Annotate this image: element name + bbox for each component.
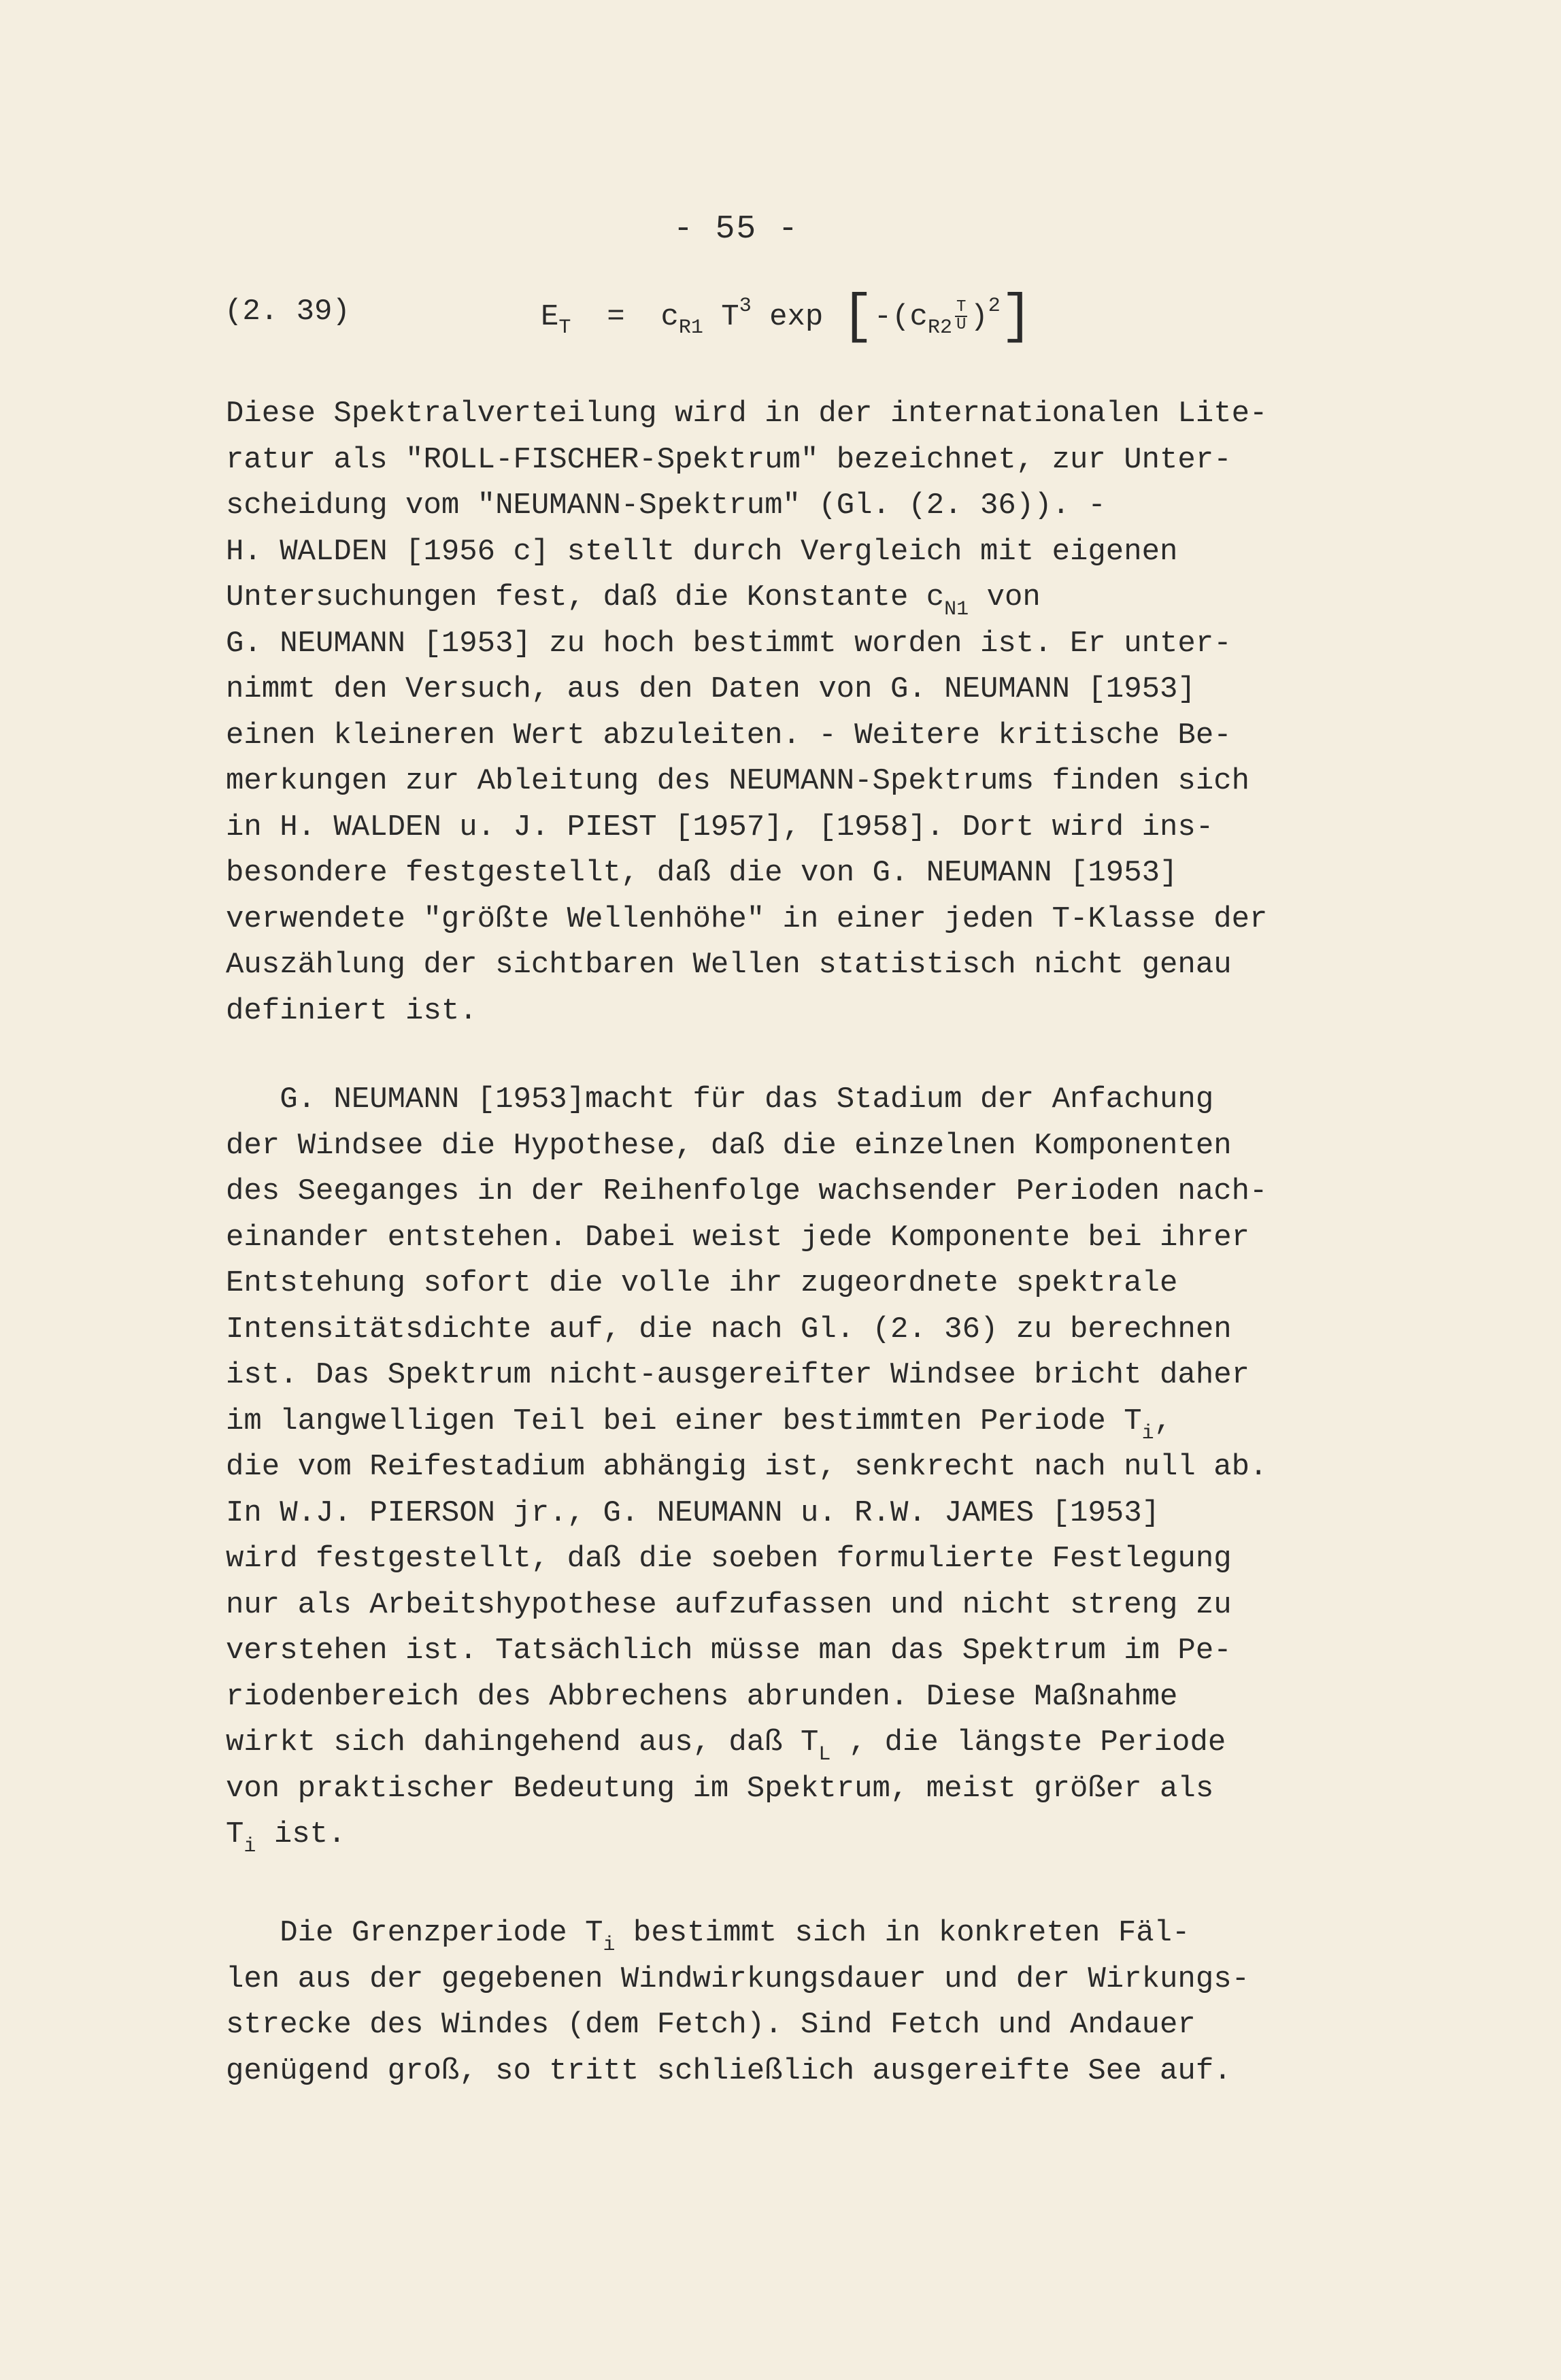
subscript: N1 [944, 598, 969, 621]
text-line: verwendete "größte Wellenhöhe" in einer jeden T-Klasse der [226, 902, 1268, 936]
text-line: In W.J. PIERSON jr., G. NEUMANN u. R.W. JAMES [1953] [226, 1495, 1160, 1530]
eq-c1-sub: R1 [678, 316, 703, 340]
eq-bracket-open: [ [841, 286, 874, 348]
text-line: G. NEUMANN [1953]macht für das Stadium der Anfachung [226, 1082, 1214, 1117]
paragraph-2 [226, 1077, 1382, 1858]
eq-frac-num: T [956, 298, 967, 317]
eq-c2-sub: R2 [927, 316, 952, 340]
eq-exp: exp [769, 300, 824, 334]
text-span: Die Grenzperiode T [226, 1916, 603, 1950]
subscript: L [818, 1743, 831, 1766]
eq-bracket-close: ] [1000, 286, 1033, 348]
text-line: Intensitätsdichte auf, die nach Gl. (2. 36) zu berechnen [226, 1312, 1232, 1346]
text-line: ist. Das Spektrum nicht-ausgereifter Windsee bricht daher [226, 1358, 1250, 1392]
text-line: die vom Reifestadium abhängig ist, senkrecht nach null ab. [226, 1450, 1268, 1484]
eq-T: T [721, 300, 739, 334]
text-span: wirkt sich dahingehend aus, daß T [226, 1725, 819, 1759]
paragraph-3 [226, 1911, 1382, 2094]
text-line: ratur als "ROLL-FISCHER-Spektrum" bezeichnet, zur Unter- [226, 442, 1232, 477]
equation-body [541, 286, 1033, 348]
eq-T-sup: 3 [739, 295, 752, 318]
subscript: i [603, 1934, 616, 1957]
text-span: von [969, 580, 1041, 614]
text-span: ist. [256, 1817, 346, 1851]
text-line: riodenbereich des Abbrechens abrunden. Diese Maßnahme [226, 1679, 1178, 1714]
text-line [226, 575, 1382, 621]
text-span: , [1154, 1404, 1173, 1438]
text-line: G. NEUMANN [1953] zu hoch bestimmt worden ist. Er unter- [226, 626, 1232, 661]
text-line: einen kleineren Wert abzuleiten. - Weitere kritische Be- [226, 718, 1232, 753]
equation-2-39 [224, 282, 1190, 357]
page-number: - 55 - [673, 211, 799, 248]
text-line [226, 1720, 1382, 1766]
text-line [226, 1399, 1382, 1445]
text-line: Auszählung der sichtbaren Wellen statistisch nicht genau [226, 948, 1232, 982]
text-line: in H. WALDEN u. J. PIEST [1957], [1958]. Dort wird ins- [226, 810, 1214, 844]
text-line: strecke des Windes (dem Fetch). Sind Fetch und Andauer [226, 2008, 1196, 2042]
eq-lhs-sub: T [558, 316, 571, 340]
text-line: nimmt den Versuch, aus den Daten von G. NEUMANN [1953] [226, 672, 1196, 706]
text-line: besondere festgestellt, daß die von G. NEUMANN [1953] [226, 856, 1178, 890]
text-line: von praktischer Bedeutung im Spektrum, meist größer als [226, 1771, 1214, 1806]
text-line: nur als Arbeitshypothese aufzufassen und nicht streng zu [226, 1587, 1232, 1622]
text-line: scheidung vom "NEUMANN-Spektrum" (Gl. (2. 36)). - [226, 489, 1106, 523]
text-line: merkungen zur Ableitung des NEUMANN-Spektrums finden sich [226, 764, 1250, 798]
text-line [226, 1812, 1382, 1858]
text-line: definiert ist. [226, 993, 477, 1028]
text-span: im langwelligen Teil bei einer bestimmten Periode T [226, 1404, 1142, 1438]
text-span: , die längste Periode [830, 1725, 1226, 1759]
text-span: bestimmt sich in konkreten Fäl- [615, 1916, 1190, 1950]
eq-lhs: E [541, 300, 559, 334]
eq-fraction [955, 299, 967, 333]
text-line: wird festgestellt, daß die soeben formulierte Festlegung [226, 1542, 1232, 1576]
equation-number: (2. 39) [224, 295, 350, 329]
text-line: einander entstehen. Dabei weist jede Komponente bei ihrer [226, 1220, 1250, 1255]
text-line: genügend groß, so tritt schließlich ausgereifte See auf. [226, 2053, 1232, 2088]
subscript: i [244, 1835, 256, 1858]
text-line: H. WALDEN [1956 c] stellt durch Vergleich mit eigenen [226, 534, 1178, 569]
eq-c1: c [660, 300, 679, 334]
eq-minus-paren: -(c [873, 300, 928, 334]
text-span: Untersuchungen fest, daß die Konstante c [226, 580, 945, 614]
eq-close-paren: ) [970, 300, 988, 334]
eq-frac-den: U [956, 316, 967, 335]
text-line [226, 1911, 1382, 1957]
text-line: der Windsee die Hypothese, daß die einzelnen Komponenten [226, 1128, 1232, 1163]
text-line: Diese Spektralverteilung wird in der internationalen Lite- [226, 397, 1268, 431]
eq-power: 2 [988, 295, 1001, 318]
eq-equals: = [607, 300, 625, 334]
paragraph-1 [226, 391, 1382, 1034]
text-line: des Seeganges in der Reihenfolge wachsender Perioden nach- [226, 1174, 1268, 1208]
text-line: Entstehung sofort die volle ihr zugeordnete spektrale [226, 1266, 1178, 1300]
text-line: verstehen ist. Tatsächlich müsse man das Spektrum im Pe- [226, 1634, 1232, 1668]
subscript: i [1141, 1421, 1154, 1445]
text-span: T [226, 1817, 244, 1851]
text-line: len aus der gegebenen Windwirkungsdauer und der Wirkungs- [226, 1962, 1250, 1996]
